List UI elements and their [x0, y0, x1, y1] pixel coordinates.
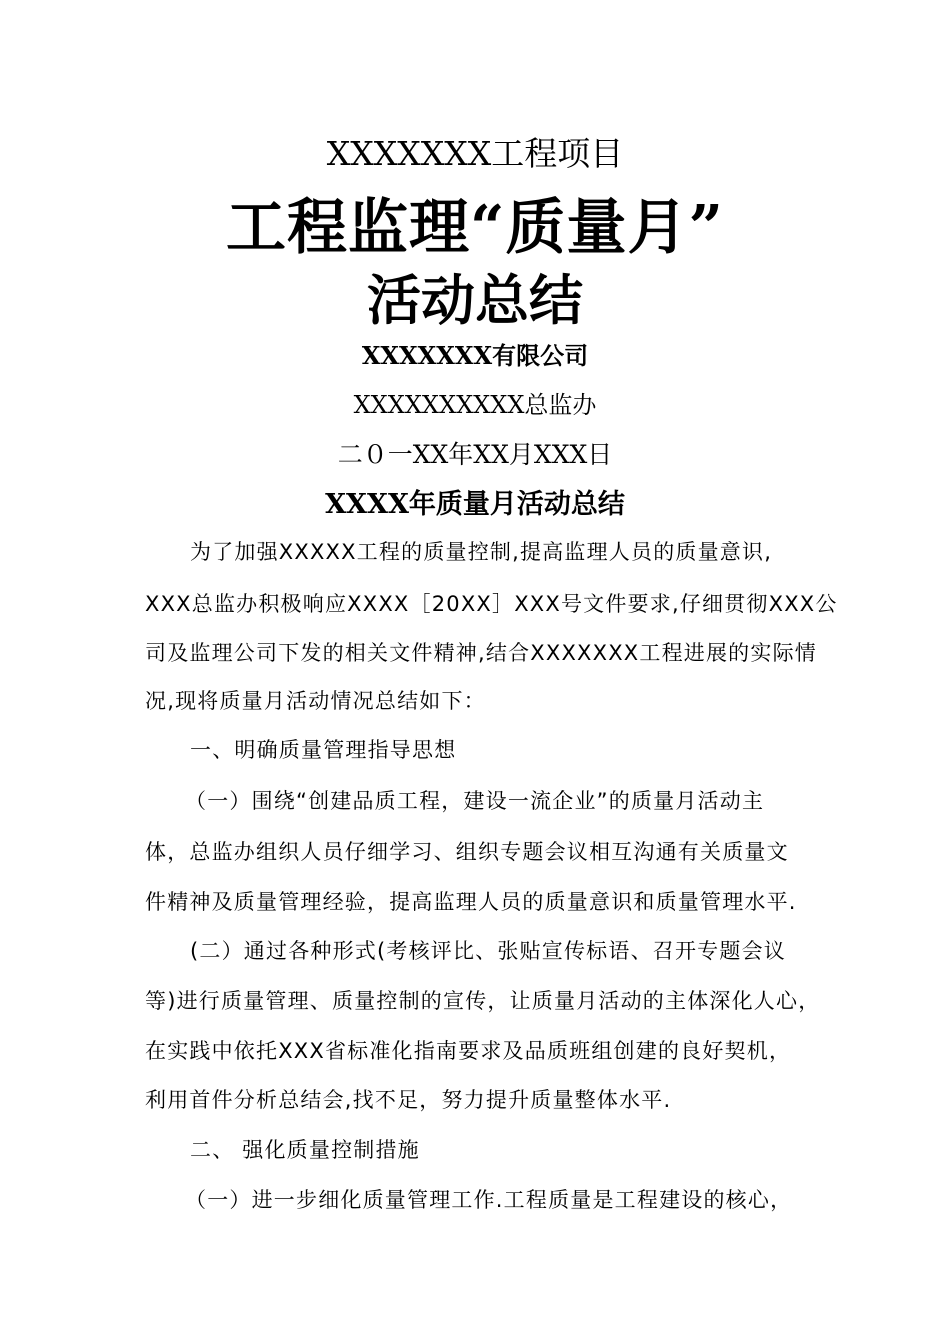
- main-title-line1: 工程监理“质量月”: [225, 193, 725, 263]
- paragraph-line: 利用首件分析总结会,找不足，努力提升质量整体水平.: [145, 1088, 672, 1112]
- summary-heading: XXXX年质量月活动总结: [325, 489, 625, 520]
- paragraph-line: 体，总监办组织人员仔细学习、组织专题会议相互沟通有关质量文: [145, 840, 789, 864]
- paragraph-line: XXX总监办积极响应XXXX［20XX］XXX号文件要求,仔细贯彻XXX公: [145, 592, 838, 616]
- document-date: 二０一XX年XX月XXX日: [337, 440, 613, 469]
- paragraph-line: 为了加强XXXXX工程的质量控制,提高监理人员的质量意识,: [190, 540, 773, 564]
- paragraph-line: 等)进行质量管理、质量控制的宣传，让质量月活动的主体深化人心，: [145, 989, 821, 1013]
- paragraph-line: 在实践中依托XXX省标准化指南要求及品质班组创建的良好契机，: [145, 1039, 792, 1063]
- paragraph-line: 件精神及质量管理经验，提高监理人员的质量意识和质量管理水平.: [145, 890, 797, 914]
- project-title: XXXXXXX工程项目: [326, 134, 624, 173]
- paragraph-line: （一）进一步细化质量管理工作.工程质量是工程建设的核心，: [185, 1188, 793, 1212]
- paragraph-line: （一）围绕“创建品质工程，建设一流企业”的质量月活动主: [185, 789, 765, 813]
- paragraph-line: 司及监理公司下发的相关文件精神,结合XXXXXXX工程进展的实际情: [145, 641, 817, 665]
- company-name: XXXXXXX有限公司: [361, 341, 589, 370]
- paragraph-line: (二）通过各种形式(考核评比、张贴宣传标语、召开专题会议: [190, 939, 786, 963]
- office-name: XXXXXXXXXX总监办: [353, 391, 597, 419]
- section-heading: 一、明确质量管理指导思想: [190, 738, 457, 762]
- section-heading: 二、 强化质量控制措施: [190, 1138, 420, 1162]
- paragraph-line: 况,现将质量月活动情况总结如下：: [145, 689, 486, 713]
- main-title-line2: 活动总结: [367, 268, 583, 332]
